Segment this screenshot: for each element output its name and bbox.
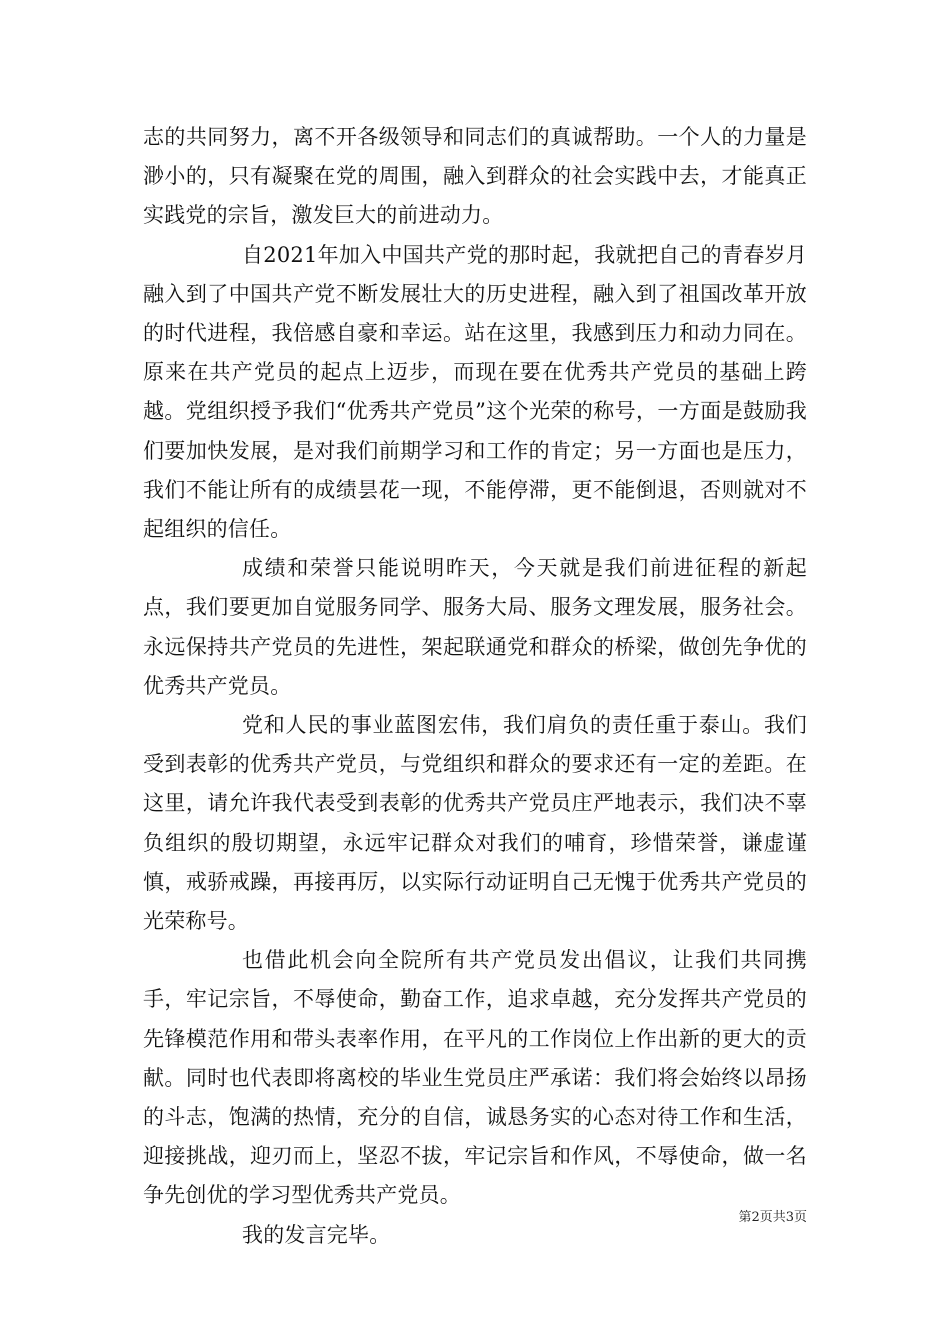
paragraph-6: 我的发言完毕。 <box>242 1222 391 1247</box>
page-number: 第2页共3页 <box>738 1210 807 1225</box>
document-body <box>143 118 807 1255</box>
paragraph-4: 党和人民的事业蓝图宏伟，我们肩负的责任重于泰山。我们受到表彰的优秀共产党员，与党组织和群众的要求还有一定的差距。在这里，请允许我代表受到表彰的优秀共产党员庄严地表示，我们决不辜负组织的殷切期望，永远牢记群众对我们的哺育，珍惜荣誉，谦虚谨慎，戒骄戒躁，再接再厉，以实际行动证明自己无愧于优秀共产党员的光荣称号。 <box>143 713 807 934</box>
paragraph-2: 自2021年加入中国共产党的那时起，我就把自己的青春岁月融入到了中国共产党不断发展壮大的历史进程，融入到了祖国改革开放的时代进程，我倍感自豪和幸运。站在这里，我感到压力和动力同在。原来在共产党员的起点上迈步，而现在要在优秀共产党员的基础上跨越。党组织授予我们“优秀共产党员”这个光荣的称号，一方面是鼓励我们要加快发展，是对我们前期学习和工作的肯定；另一方面也是压力，我们不能让所有的成绩昙花一现，不能停滞，更不能倒退，否则就对不起组织的信任。 <box>143 242 807 542</box>
paragraph-3: 成绩和荣誉只能说明昨天，今天就是我们前进征程的新起点，我们要更加自觉服务同学、服务大局、服务文理发展，服务社会。永远保持共产党员的先进性，架起联通党和群众的桥梁，做创先争优的优秀共产党员。 <box>143 556 807 698</box>
paragraph-1: 志的共同努力，离不开各级领导和同志们的真诚帮助。一个人的力量是渺小的，只有凝聚在党的周围，融入到群众的社会实践中去，才能真正实践党的宗旨，激发巨大的前进动力。 <box>143 125 807 228</box>
paragraph-5: 也借此机会向全院所有共产党员发出倡议，让我们共同携手，牢记宗旨，不辱使命，勤奋工作，追求卓越，充分发挥共产党员的先锋模范作用和带头表率作用，在平凡的工作岗位上作出新的更大的贡献。同时也代表即将离校的毕业生党员庄严承诺：我们将会始终以昂扬的斗志，饱满的热情，充分的自信，诚恳务实的心态对待工作和生活，迎接挑战，迎刃而上，坚忍不拔，牢记宗旨和作风，不辱使命，做一名争先创优的学习型优秀共产党员。 <box>143 948 807 1208</box>
